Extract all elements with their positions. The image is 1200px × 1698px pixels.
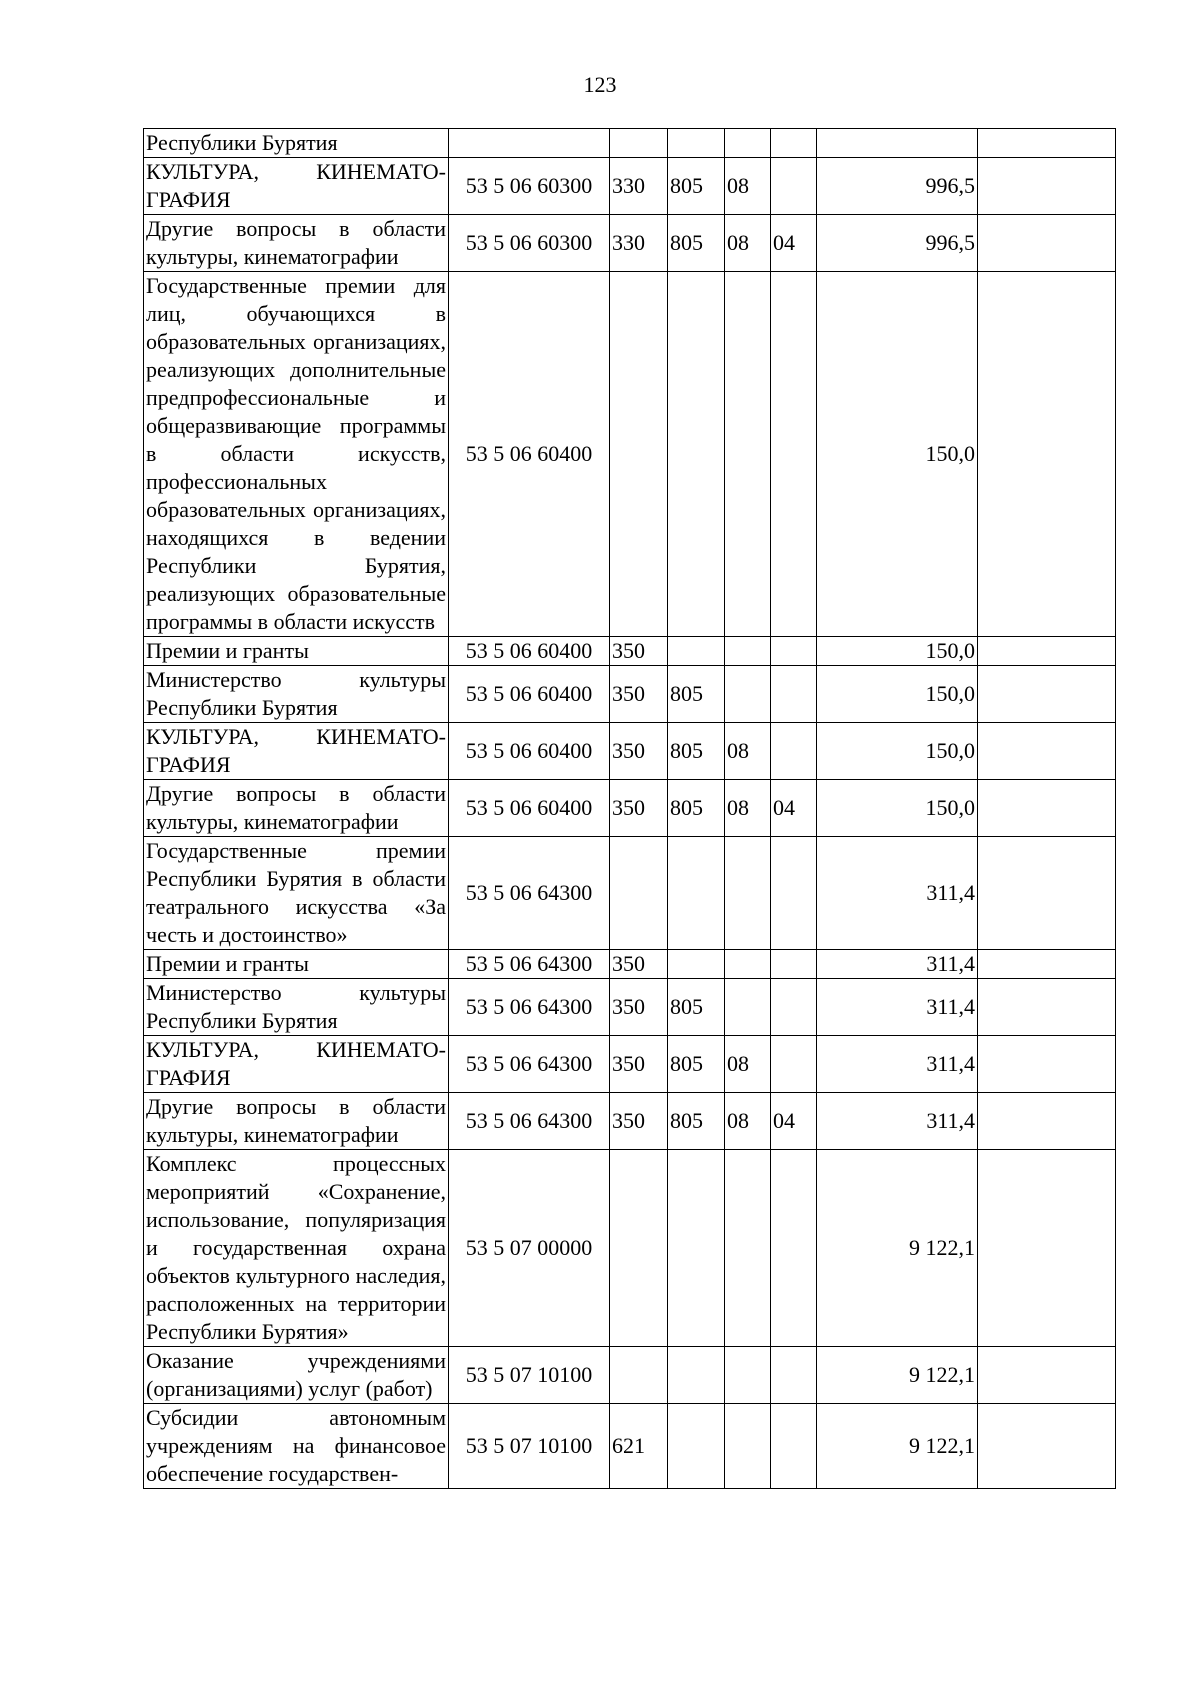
row-name-cell: Другие вопросы в области культуры, кинематографии — [144, 1093, 449, 1150]
empty-cell — [978, 129, 1116, 158]
row-name-cell: КУЛЬТУРА, КИНЕМАТО-ГРАФИЯ — [144, 158, 449, 215]
amount-cell: 996,5 — [817, 158, 978, 215]
table-row — [144, 1150, 1116, 1347]
empty-cell — [978, 1150, 1116, 1347]
expense-type-cell: 350 — [610, 637, 668, 666]
empty-cell — [978, 837, 1116, 950]
subsection-code-cell — [771, 1404, 817, 1489]
amount-cell — [817, 129, 978, 158]
row-name-cell: Министерство культуры Республики Бурятия — [144, 979, 449, 1036]
table-row — [144, 723, 1116, 780]
amount-cell: 9 122,1 — [817, 1404, 978, 1489]
section-code-cell: 08 — [725, 158, 771, 215]
expense-type-cell: 330 — [610, 215, 668, 272]
empty-cell — [978, 1404, 1116, 1489]
row-name-cell: Государственные премии Республики Бурятия в области театрального искусства «За честь и достоинство» — [144, 837, 449, 950]
empty-cell — [978, 723, 1116, 780]
subsection-code-cell — [771, 837, 817, 950]
table-row — [144, 1093, 1116, 1150]
expense-type-cell: 350 — [610, 1093, 668, 1150]
empty-cell — [978, 158, 1116, 215]
row-name-cell: Министерство культуры Республики Бурятия — [144, 666, 449, 723]
expense-type-cell — [610, 1347, 668, 1404]
amount-cell: 9 122,1 — [817, 1150, 978, 1347]
amount-cell: 311,4 — [817, 950, 978, 979]
expense-type-cell: 350 — [610, 666, 668, 723]
table-body — [144, 129, 1116, 1489]
table-row — [144, 637, 1116, 666]
subsection-code-cell: 04 — [771, 780, 817, 837]
section-code-cell — [725, 979, 771, 1036]
table-row — [144, 666, 1116, 723]
amount-cell: 996,5 — [817, 215, 978, 272]
target-article-code-cell — [449, 129, 610, 158]
subsection-code-cell — [771, 1347, 817, 1404]
expense-type-cell — [610, 1150, 668, 1347]
target-article-code-cell: 53 5 06 64300 — [449, 1036, 610, 1093]
target-article-code-cell: 53 5 06 64300 — [449, 1093, 610, 1150]
budget-table — [143, 128, 1116, 1489]
expense-type-cell: 621 — [610, 1404, 668, 1489]
expense-type-cell: 350 — [610, 723, 668, 780]
ministry-code-cell — [668, 950, 725, 979]
table-row — [144, 215, 1116, 272]
table-row — [144, 1036, 1116, 1093]
ministry-code-cell — [668, 637, 725, 666]
empty-cell — [978, 1347, 1116, 1404]
target-article-code-cell: 53 5 07 00000 — [449, 1150, 610, 1347]
amount-cell: 150,0 — [817, 780, 978, 837]
target-article-code-cell: 53 5 06 60400 — [449, 637, 610, 666]
amount-cell: 311,4 — [817, 979, 978, 1036]
section-code-cell — [725, 837, 771, 950]
expense-type-cell — [610, 272, 668, 637]
section-code-cell: 08 — [725, 1036, 771, 1093]
expense-type-cell: 350 — [610, 1036, 668, 1093]
target-article-code-cell: 53 5 06 64300 — [449, 950, 610, 979]
section-code-cell: 08 — [725, 780, 771, 837]
expense-type-cell: 330 — [610, 158, 668, 215]
ministry-code-cell — [668, 1347, 725, 1404]
expense-type-cell: 350 — [610, 780, 668, 837]
table-row — [144, 979, 1116, 1036]
empty-cell — [978, 666, 1116, 723]
section-code-cell — [725, 1150, 771, 1347]
section-code-cell: 08 — [725, 215, 771, 272]
subsection-code-cell — [771, 1150, 817, 1347]
empty-cell — [978, 950, 1116, 979]
subsection-code-cell — [771, 272, 817, 637]
empty-cell — [978, 1036, 1116, 1093]
section-code-cell: 08 — [725, 723, 771, 780]
row-name-cell: КУЛЬТУРА, КИНЕМАТО-ГРАФИЯ — [144, 723, 449, 780]
ministry-code-cell: 805 — [668, 723, 725, 780]
ministry-code-cell: 805 — [668, 215, 725, 272]
empty-cell — [978, 637, 1116, 666]
row-name-cell: Оказание учреждениями (организациями) услуг (работ) — [144, 1347, 449, 1404]
page-number: 123 — [583, 72, 617, 97]
row-name-cell: Республики Бурятия — [144, 129, 449, 158]
target-article-code-cell: 53 5 06 64300 — [449, 979, 610, 1036]
row-name-cell: Комплекс процессных мероприятий «Сохранение, использование, популяризация и государственная охрана объектов культурного наследия, расположенных на территории Республики Бурятия» — [144, 1150, 449, 1347]
empty-cell — [978, 979, 1116, 1036]
section-code-cell — [725, 666, 771, 723]
ministry-code-cell — [668, 1404, 725, 1489]
table-row — [144, 272, 1116, 637]
expense-type-cell — [610, 129, 668, 158]
ministry-code-cell — [668, 837, 725, 950]
subsection-code-cell — [771, 637, 817, 666]
row-name-cell: Другие вопросы в области культуры, кинематографии — [144, 780, 449, 837]
amount-cell: 150,0 — [817, 637, 978, 666]
subsection-code-cell — [771, 129, 817, 158]
row-name-cell: Субсидии автономным учреждениям на финансовое обеспечение государствен- — [144, 1404, 449, 1489]
empty-cell — [978, 780, 1116, 837]
subsection-code-cell — [771, 666, 817, 723]
table-row — [144, 1347, 1116, 1404]
row-name-cell: Премии и гранты — [144, 637, 449, 666]
target-article-code-cell: 53 5 07 10100 — [449, 1404, 610, 1489]
amount-cell: 9 122,1 — [817, 1347, 978, 1404]
section-code-cell — [725, 129, 771, 158]
target-article-code-cell: 53 5 06 60300 — [449, 215, 610, 272]
empty-cell — [978, 1093, 1116, 1150]
subsection-code-cell — [771, 1036, 817, 1093]
row-name-cell: Премии и гранты — [144, 950, 449, 979]
section-code-cell: 08 — [725, 1093, 771, 1150]
amount-cell: 311,4 — [817, 837, 978, 950]
ministry-code-cell — [668, 1150, 725, 1347]
ministry-code-cell: 805 — [668, 158, 725, 215]
table-row — [144, 1404, 1116, 1489]
target-article-code-cell: 53 5 06 64300 — [449, 837, 610, 950]
section-code-cell — [725, 1404, 771, 1489]
expense-type-cell: 350 — [610, 979, 668, 1036]
target-article-code-cell: 53 5 06 60400 — [449, 272, 610, 637]
ministry-code-cell: 805 — [668, 1093, 725, 1150]
table-row — [144, 837, 1116, 950]
target-article-code-cell: 53 5 06 60400 — [449, 780, 610, 837]
empty-cell — [978, 215, 1116, 272]
section-code-cell — [725, 950, 771, 979]
amount-cell: 311,4 — [817, 1093, 978, 1150]
target-article-code-cell: 53 5 06 60300 — [449, 158, 610, 215]
row-name-cell: Другие вопросы в области культуры, кинематографии — [144, 215, 449, 272]
subsection-code-cell — [771, 979, 817, 1036]
expense-type-cell — [610, 837, 668, 950]
ministry-code-cell: 805 — [668, 979, 725, 1036]
subsection-code-cell: 04 — [771, 1093, 817, 1150]
section-code-cell — [725, 272, 771, 637]
table-row — [144, 780, 1116, 837]
amount-cell: 150,0 — [817, 272, 978, 637]
target-article-code-cell: 53 5 06 60400 — [449, 723, 610, 780]
amount-cell: 311,4 — [817, 1036, 978, 1093]
section-code-cell — [725, 1347, 771, 1404]
subsection-code-cell: 04 — [771, 215, 817, 272]
amount-cell: 150,0 — [817, 723, 978, 780]
expense-type-cell: 350 — [610, 950, 668, 979]
ministry-code-cell — [668, 129, 725, 158]
ministry-code-cell — [668, 272, 725, 637]
ministry-code-cell: 805 — [668, 666, 725, 723]
ministry-code-cell: 805 — [668, 780, 725, 837]
table-row — [144, 129, 1116, 158]
table-row — [144, 950, 1116, 979]
section-code-cell — [725, 637, 771, 666]
subsection-code-cell — [771, 950, 817, 979]
table-row — [144, 158, 1116, 215]
subsection-code-cell — [771, 723, 817, 780]
amount-cell: 150,0 — [817, 666, 978, 723]
target-article-code-cell: 53 5 07 10100 — [449, 1347, 610, 1404]
empty-cell — [978, 272, 1116, 637]
subsection-code-cell — [771, 158, 817, 215]
ministry-code-cell: 805 — [668, 1036, 725, 1093]
target-article-code-cell: 53 5 06 60400 — [449, 666, 610, 723]
row-name-cell: Государственные премии для лиц, обучающихся в образовательных организациях, реализующих дополнительные предпрофессиональные и общеразвивающие программы в области искусств, профессиональных образовательных организациях, находящихся в ведении Республики Бурятия, реализующих образовательные программы в области искусств — [144, 272, 449, 637]
row-name-cell: КУЛЬТУРА, КИНЕМАТО-ГРАФИЯ — [144, 1036, 449, 1093]
